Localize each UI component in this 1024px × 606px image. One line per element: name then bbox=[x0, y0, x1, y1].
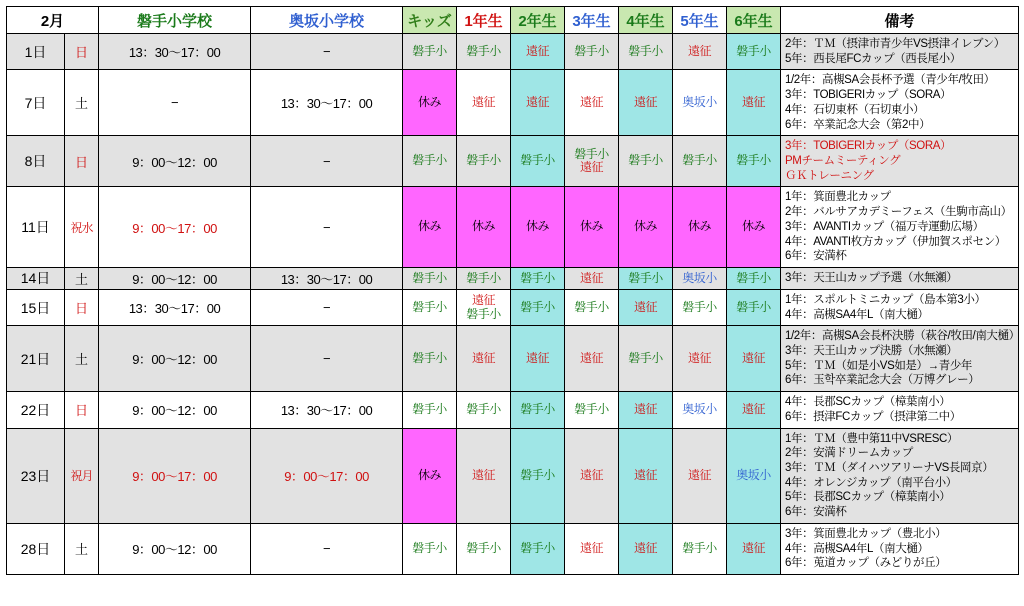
cell-grade-0: 磐手小 bbox=[403, 34, 457, 70]
cell-notes: 1/2年：高槻SA会長杯予選（青少年/牧田） 3年：TOBIGERIカップ（SORA） 4年：石切東杯（石切東小） 6年：卒業記念大会（第2中） bbox=[781, 70, 1019, 136]
cell-day: 15日 bbox=[7, 289, 65, 325]
header-kids: キッズ bbox=[403, 7, 457, 34]
cell-grade-6: 休み bbox=[727, 187, 781, 268]
cell-okusaka-time: 9：00〜17：00 bbox=[251, 428, 403, 523]
header-school-okusaka: 奥坂小学校 bbox=[251, 7, 403, 34]
cell-grade-6: 磐手小 bbox=[727, 136, 781, 187]
header-grade-4: 4年生 bbox=[619, 7, 673, 34]
cell-iwate-time: 9：00〜17：00 bbox=[99, 428, 251, 523]
cell-iwate-time: 9：00〜12：00 bbox=[99, 136, 251, 187]
cell-okusaka-time: − bbox=[251, 326, 403, 392]
cell-grade-3: 遠征 bbox=[565, 326, 619, 392]
cell-notes: 1年：ＴＭ（豊中第11中VSRESC） 2年：安満ドリームカップ 3年：ＴＭ（ダイハツアリーナVS長岡京） 4年：オレンジカップ（南平台小） 5年：長郡SCカップ（樟葉南小） 6年：安満杯 bbox=[781, 428, 1019, 523]
cell-iwate-time: 9：00〜12：00 bbox=[99, 268, 251, 290]
cell-notes: 1年：スポルトミニカップ（島本第3小） 4年：高槻SA4年L（南大樋） bbox=[781, 289, 1019, 325]
cell-okusaka-time: − bbox=[251, 289, 403, 325]
header-grade-5: 5年生 bbox=[673, 7, 727, 34]
header-month: 2月 bbox=[7, 7, 99, 34]
cell-weekday: 日 bbox=[65, 392, 99, 428]
cell-notes: 1/2年：高槻SA会長杯決勝（萩谷/牧田/南大樋） 3年：天王山カップ決勝（水無瀬） 5年：ＴＭ（如是小VS如是）→青少年 6年：玉학卒業記念大会（万博グレー） bbox=[781, 326, 1019, 392]
cell-day: 8日 bbox=[7, 136, 65, 187]
cell-grade-6: 磐手小 bbox=[727, 268, 781, 290]
cell-notes: 3年：TOBIGERIカップ（SORA） PMチームミーティング ＧＫトレーニング bbox=[781, 136, 1019, 187]
cell-grade-2: 磐手小 bbox=[511, 268, 565, 290]
cell-grade-1: 磐手小 bbox=[457, 392, 511, 428]
cell-grade-2: 磐手小 bbox=[511, 523, 565, 574]
cell-grade-1: 休み bbox=[457, 187, 511, 268]
cell-iwate-time: 9：00〜12：00 bbox=[99, 523, 251, 574]
cell-iwate-time: 9：00〜12：00 bbox=[99, 326, 251, 392]
cell-grade-0: 磐手小 bbox=[403, 268, 457, 290]
cell-grade-0: 磐手小 bbox=[403, 289, 457, 325]
cell-grade-1: 磐手小 bbox=[457, 34, 511, 70]
cell-grade-2: 遠征 bbox=[511, 34, 565, 70]
cell-grade-6: 遠征 bbox=[727, 70, 781, 136]
cell-grade-5: 磐手小 bbox=[673, 523, 727, 574]
table-row bbox=[7, 428, 1019, 523]
cell-grade-1: 遠征 bbox=[457, 326, 511, 392]
table-row bbox=[7, 326, 1019, 392]
cell-iwate-time: − bbox=[99, 70, 251, 136]
cell-iwate-time: 13：30〜17：00 bbox=[99, 34, 251, 70]
cell-grade-2: 磐手小 bbox=[511, 392, 565, 428]
cell-day: 22日 bbox=[7, 392, 65, 428]
cell-grade-0: 休み bbox=[403, 428, 457, 523]
cell-okusaka-time: 13：30〜17：00 bbox=[251, 268, 403, 290]
cell-grade-2: 磐手小 bbox=[511, 289, 565, 325]
cell-notes: 3年：天王山カップ予選（水無瀬） bbox=[781, 268, 1019, 290]
cell-grade-6: 遠征 bbox=[727, 392, 781, 428]
cell-weekday: 土 bbox=[65, 70, 99, 136]
cell-grade-2: 休み bbox=[511, 187, 565, 268]
table-row bbox=[7, 136, 1019, 187]
cell-grade-3: 磐手小 bbox=[565, 392, 619, 428]
cell-grade-4: 遠征 bbox=[619, 70, 673, 136]
cell-grade-3: 磐手小 遠征 bbox=[565, 136, 619, 187]
cell-grade-4: 遠征 bbox=[619, 392, 673, 428]
header-grade-6: 6年生 bbox=[727, 7, 781, 34]
cell-grade-3: 磐手小 bbox=[565, 34, 619, 70]
cell-grade-6: 磐手小 bbox=[727, 289, 781, 325]
cell-grade-4: 遠征 bbox=[619, 289, 673, 325]
cell-grade-5: 磐手小 bbox=[673, 136, 727, 187]
header-notes: 備考 bbox=[781, 7, 1019, 34]
cell-grade-4: 磐手小 bbox=[619, 136, 673, 187]
cell-okusaka-time: − bbox=[251, 136, 403, 187]
cell-weekday: 土 bbox=[65, 326, 99, 392]
table-row bbox=[7, 523, 1019, 574]
cell-grade-2: 磐手小 bbox=[511, 136, 565, 187]
cell-grade-0: 休み bbox=[403, 187, 457, 268]
table-header-row bbox=[7, 7, 1019, 34]
cell-grade-1: 磐手小 bbox=[457, 268, 511, 290]
cell-okusaka-time: − bbox=[251, 523, 403, 574]
header-grade-2: 2年生 bbox=[511, 7, 565, 34]
cell-grade-5: 休み bbox=[673, 187, 727, 268]
cell-weekday: 日 bbox=[65, 34, 99, 70]
table-row bbox=[7, 70, 1019, 136]
cell-notes: 2年：ＴＭ（摂津市青少年VS摂津イレブン） 5年：西長尾FCカップ（西長尾小） bbox=[781, 34, 1019, 70]
table-row bbox=[7, 268, 1019, 290]
cell-grade-5: 遠征 bbox=[673, 34, 727, 70]
cell-grade-5: 遠征 bbox=[673, 326, 727, 392]
cell-grade-5: 奥坂小 bbox=[673, 392, 727, 428]
cell-grade-5: 遠征 bbox=[673, 428, 727, 523]
cell-weekday: 日 bbox=[65, 289, 99, 325]
cell-weekday: 祝月 bbox=[65, 428, 99, 523]
cell-okusaka-time: − bbox=[251, 34, 403, 70]
cell-grade-3: 磐手小 bbox=[565, 289, 619, 325]
cell-grade-1: 遠征 磐手小 bbox=[457, 289, 511, 325]
cell-notes: 4年：長郡SCカップ（樟葉南小） 6年：摂津FCカップ（摂津第二中） bbox=[781, 392, 1019, 428]
cell-iwate-time: 9：00〜17：00 bbox=[99, 187, 251, 268]
cell-day: 28日 bbox=[7, 523, 65, 574]
schedule-table bbox=[6, 6, 1019, 575]
cell-grade-4: 磐手小 bbox=[619, 326, 673, 392]
cell-day: 14日 bbox=[7, 268, 65, 290]
cell-day: 7日 bbox=[7, 70, 65, 136]
cell-grade-6: 磐手小 bbox=[727, 34, 781, 70]
cell-day: 1日 bbox=[7, 34, 65, 70]
table-row bbox=[7, 187, 1019, 268]
cell-grade-4: 遠征 bbox=[619, 428, 673, 523]
table-row bbox=[7, 392, 1019, 428]
cell-grade-6: 遠征 bbox=[727, 326, 781, 392]
cell-grade-2: 遠征 bbox=[511, 70, 565, 136]
cell-grade-4: 磐手小 bbox=[619, 268, 673, 290]
cell-grade-3: 遠征 bbox=[565, 70, 619, 136]
cell-grade-2: 磐手小 bbox=[511, 428, 565, 523]
cell-grade-6: 奥坂小 bbox=[727, 428, 781, 523]
cell-weekday: 土 bbox=[65, 268, 99, 290]
cell-iwate-time: 13：30〜17：00 bbox=[99, 289, 251, 325]
cell-okusaka-time: − bbox=[251, 187, 403, 268]
cell-day: 11日 bbox=[7, 187, 65, 268]
cell-iwate-time: 9：00〜12：00 bbox=[99, 392, 251, 428]
cell-grade-3: 遠征 bbox=[565, 523, 619, 574]
cell-grade-1: 遠征 bbox=[457, 428, 511, 523]
cell-grade-6: 遠征 bbox=[727, 523, 781, 574]
cell-grade-3: 休み bbox=[565, 187, 619, 268]
cell-grade-1: 遠征 bbox=[457, 70, 511, 136]
cell-grade-5: 奥坂小 bbox=[673, 70, 727, 136]
header-grade-1: 1年生 bbox=[457, 7, 511, 34]
cell-notes: 3年：箕面豊北カップ（豊北小） 4年：高槻SA4年L（南大樋） 6年：莵道カップ（みどりが丘） bbox=[781, 523, 1019, 574]
cell-grade-3: 遠征 bbox=[565, 428, 619, 523]
cell-grade-1: 磐手小 bbox=[457, 523, 511, 574]
cell-okusaka-time: 13：30〜17：00 bbox=[251, 70, 403, 136]
cell-day: 23日 bbox=[7, 428, 65, 523]
cell-weekday: 祝水 bbox=[65, 187, 99, 268]
cell-grade-5: 奥坂小 bbox=[673, 268, 727, 290]
header-grade-3: 3年生 bbox=[565, 7, 619, 34]
cell-weekday: 日 bbox=[65, 136, 99, 187]
cell-grade-4: 磐手小 bbox=[619, 34, 673, 70]
cell-grade-2: 遠征 bbox=[511, 326, 565, 392]
cell-weekday: 土 bbox=[65, 523, 99, 574]
cell-day: 21日 bbox=[7, 326, 65, 392]
cell-grade-0: 磐手小 bbox=[403, 326, 457, 392]
cell-grade-1: 磐手小 bbox=[457, 136, 511, 187]
cell-grade-4: 休み bbox=[619, 187, 673, 268]
cell-grade-0: 磐手小 bbox=[403, 392, 457, 428]
cell-grade-0: 磐手小 bbox=[403, 523, 457, 574]
table-row bbox=[7, 34, 1019, 70]
cell-grade-3: 遠征 bbox=[565, 268, 619, 290]
table-row bbox=[7, 289, 1019, 325]
cell-okusaka-time: 13：30〜17：00 bbox=[251, 392, 403, 428]
cell-grade-0: 磐手小 bbox=[403, 136, 457, 187]
cell-grade-4: 遠征 bbox=[619, 523, 673, 574]
schedule-body bbox=[7, 34, 1019, 575]
cell-notes: 1年：箕面豊北カップ 2年：バルサアカデミーフェス（生駒市高山） 3年：AVANTIカップ（福万寺運動広場） 4年：AVANTI枚方カップ（伊加賀スポセン） 6年：安満杯 bbox=[781, 187, 1019, 268]
cell-grade-0: 休み bbox=[403, 70, 457, 136]
header-school-iwate: 磐手小学校 bbox=[99, 7, 251, 34]
cell-grade-5: 磐手小 bbox=[673, 289, 727, 325]
